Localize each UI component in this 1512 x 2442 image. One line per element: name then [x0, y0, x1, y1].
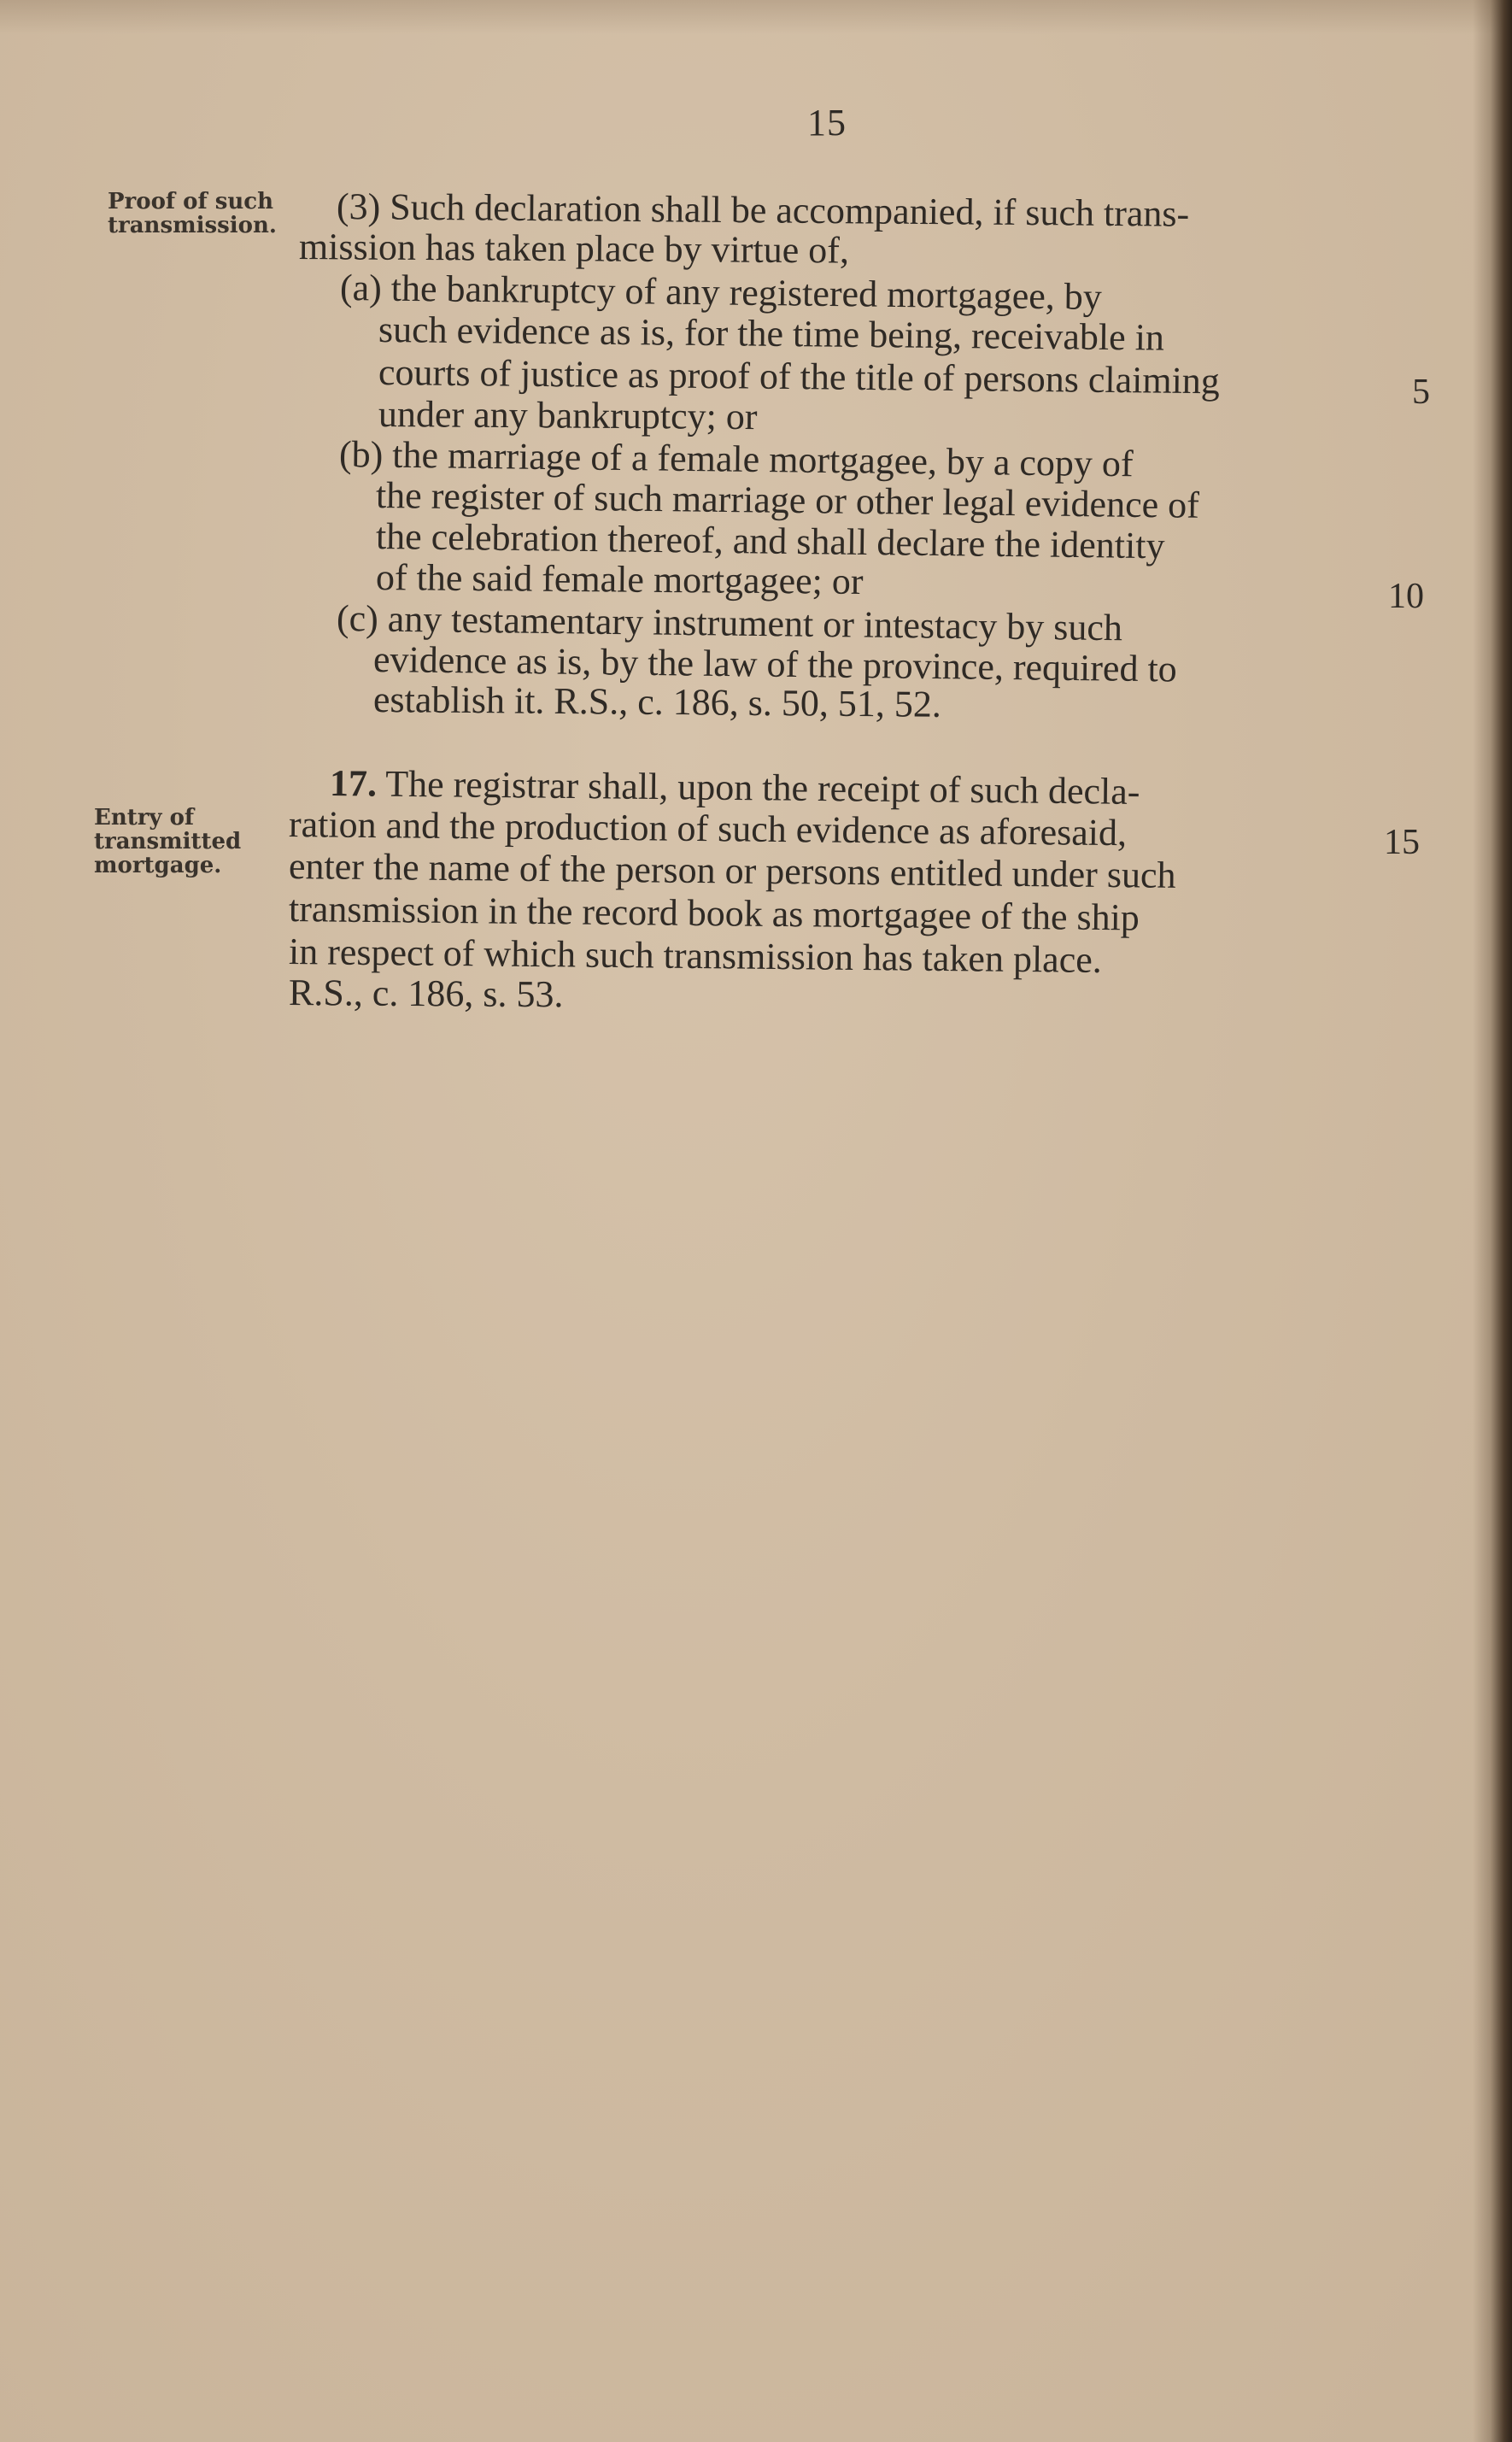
line-number-10: 10 — [1388, 577, 1424, 616]
line-number-5: 5 — [1412, 373, 1430, 412]
body-text-line: (a) the bankruptcy of any registered mortgagee, by — [339, 267, 1103, 318]
body-text-line: (c) any testamentary instrument or intestacy by such — [336, 597, 1123, 649]
body-text-line: in respect of which such transmission has taken place. — [288, 930, 1103, 981]
body-text-line: mission has taken place by virtue of, — [298, 226, 850, 272]
section-number: 17. — [329, 762, 378, 805]
body-text-line: enter the name of the person or persons entitled under such — [288, 845, 1176, 896]
page-number: 15 — [807, 102, 847, 144]
body-text-line: the register of such marriage or other legal evidence of — [375, 474, 1200, 526]
margin-note-line: Proof of such — [108, 189, 274, 214]
body-text-line: (b) the marriage of a female mortgagee, by a copy of — [338, 433, 1134, 485]
page-top-shadow — [0, 0, 1512, 34]
margin-note-line: mortgage. — [94, 853, 222, 878]
margin-note-entry-of-mortgage — [94, 806, 241, 878]
body-text-line: the celebration thereof, and shall declare the identity — [375, 515, 1165, 567]
section-text: The registrar shall, upon the receipt of such decla- — [384, 762, 1140, 813]
margin-note-line: transmitted — [94, 829, 242, 854]
body-text-line: (3) Such declaration shall be accompanied, if such trans- — [336, 185, 1190, 235]
margin-note-line: Entry of — [94, 805, 195, 831]
body-text-line: R.S., c. 186, s. 53. — [288, 972, 564, 1016]
margin-note-line: transmission. — [108, 213, 277, 238]
body-text-line: evidence as is, by the law of the province, required to — [372, 638, 1178, 690]
body-text-line: transmission in the record book as mortgagee of the ship — [288, 888, 1140, 939]
body-text-line: courts of justice as proof of the title of persons claiming — [378, 351, 1221, 402]
body-text-line: of the said female mortgagee; or — [375, 556, 864, 602]
body-text-line: under any bankruptcy; or — [378, 393, 758, 438]
body-text-line: ration and the production of such evidence as aforesaid, — [288, 803, 1128, 854]
body-text-line: establish it. R.S., c. 186, s. 50, 51, 52. — [372, 678, 942, 725]
body-text-line: such evidence as is, for the time being, receivable in — [378, 308, 1165, 359]
margin-note-proof-of-transmission — [108, 190, 277, 238]
line-number-15: 15 — [1384, 823, 1420, 862]
page-binding-edge — [1473, 0, 1512, 2442]
